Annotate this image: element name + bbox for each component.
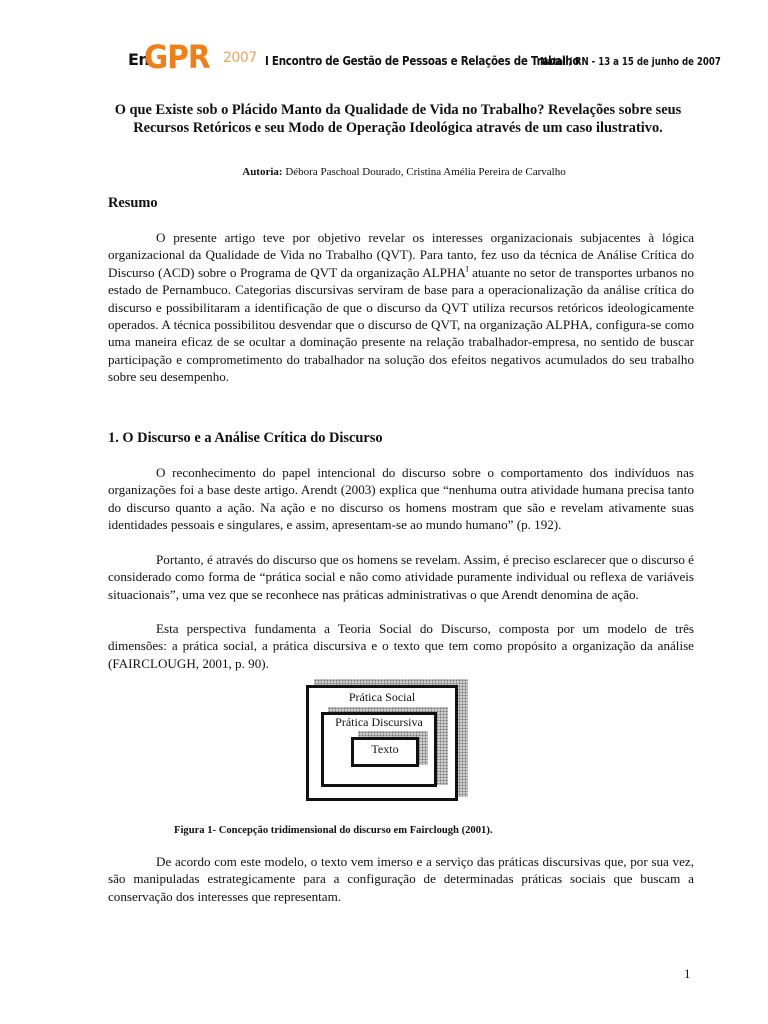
section-1-paragraph-2 — [108, 551, 694, 603]
logo-gpr: GPR — [144, 38, 210, 76]
section-1-paragraph-1-text: O reconhecimento do papel intencional do discurso sobre o comportamento dos indivíduos nas organizações foi a base deste artigo. Arendt (2003) explica que “nenhuma outra atividade humana precisa tanto do discurso quanto a ação. Na ação e no discurso os homens mostram que são e revelam ativamente suas identidades pessoais e singulares, e assim, apresentam-se ao mundo humano” (p. 192). — [108, 465, 694, 533]
closing-paragraph-text: De acordo com este modelo, o texto vem imerso e a serviço das práticas discursivas que, por sua vez, são manipuladas estrategicamente para a configuração de determinadas práticas sociais que buscam a conservação dos interesses que representam. — [108, 854, 694, 904]
abstract-text-1: O presente artigo teve por objetivo revelar os interesses organizacionais subjacentes à lógica organizacional da Qualidade de Vida no Trabalho (QVT). Para tanto, fez uso da técnica de Análise Crítica do Discurso (ACD) sobre o Programa de QVT da organização ALPHA — [108, 230, 694, 280]
figure-caption: Figura 1- Concepção tridimensional do discurso em Fairclough (2001). — [174, 825, 493, 836]
three-dimension-diagram — [306, 679, 466, 805]
abstract-paragraph — [108, 229, 694, 386]
text-label: Texto — [371, 742, 399, 756]
discursive-practice-label: Prática Discursiva — [335, 715, 423, 729]
abstract-heading: Resumo — [108, 195, 158, 211]
paper-title: O que Existe sob o Plácido Manto da Qualidade de Vida no Trabalho? Revelações sobre seus Recursos Retóricos e seu Modo de Operação Ideológica através de um caso ilustrativo. — [114, 102, 682, 136]
abstract-text-2: atuante no setor de transportes urbanos no estado de Pernambuco. Categorias discursivas serviram de base para a operacionalização da análise crítica do discurso e possibilitaram a identificação de que o discurso da QVT utiliza recursos retóricos ideologicamente operados. A técnica possibilitou desvendar que o discurso de QVT, na organização ALPHA, configura-se como uma maneira eficaz de se ocultar a dominação presente na relação trabalhador-empresa, no sentido de buscar participação e comprometimento do trabalhador na solução dos efeitos negativos acumulados do seu trabalho sobre seu desempenho. — [108, 264, 695, 385]
page-number: 1 — [684, 966, 691, 981]
social-practice-label: Prática Social — [348, 690, 416, 704]
section-1-paragraph-3-text: Esta perspectiva fundamenta a Teoria Social do Discurso, composta por um modelo de três dimensões: a prática social, a prática discursiva e o texto que tem como propósito a organização da análise (FAIRCLOUGH, 2001, p. 90). — [108, 621, 694, 671]
event-title: I Encontro de Gestão de Pessoas e Relações de Trabalho — [265, 54, 580, 68]
event-date: Natal / RN - 13 a 15 de junho de 2007 — [540, 55, 721, 68]
section-1-heading: 1. O Discurso e a Análise Crítica do Discurso — [108, 430, 383, 446]
section-1-paragraph-2-text: Portanto, é através do discurso que os homens se revelam. Assim, é preciso esclarecer que o discurso é considerado como forma de “prática social e não como atividade puramente individual ou reflexa de variáveis situacionais”, uma vez que se reconhece nas práticas administrativas o que Arendt denomina de ação. — [108, 552, 694, 602]
section-1-paragraph-1 — [108, 464, 694, 534]
engpr-logo — [128, 38, 258, 80]
authorship-label: Autoria: — [242, 166, 283, 178]
logo-en: En — [128, 50, 150, 69]
closing-paragraph — [108, 853, 694, 905]
footnote-mark[interactable]: I — [465, 264, 469, 274]
logo-year: 2007 — [223, 50, 257, 66]
authorship-line — [108, 166, 700, 178]
conference-banner — [108, 38, 721, 82]
section-1-paragraph-3 — [108, 620, 694, 672]
authors: Débora Paschoal Dourado, Cristina Amélia Pereira de Carvalho — [285, 166, 566, 178]
